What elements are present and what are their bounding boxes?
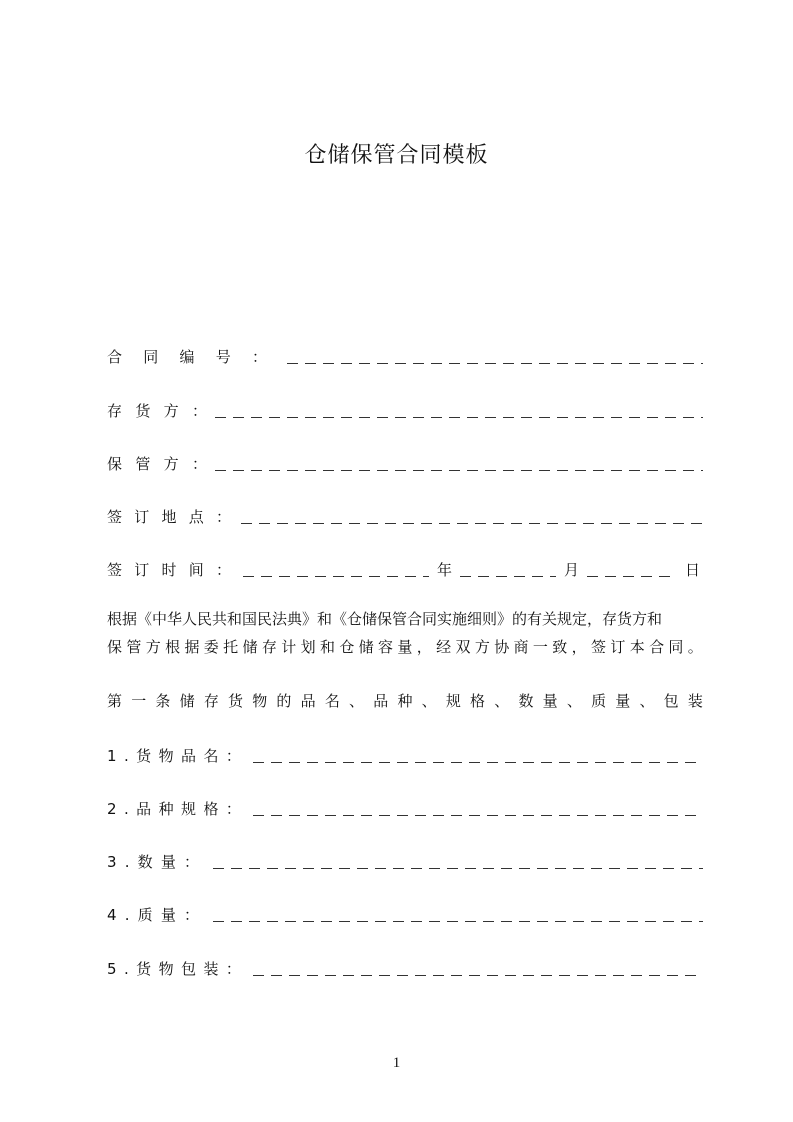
signing-place-row: [107, 502, 703, 528]
item-packaging-row: [107, 954, 703, 980]
article-1-heading: 第 一 条 储 存 货 物 的 品 名 、 品 种 、 规 格 、 数 量 、 质 量 、 包 装: [107, 692, 703, 710]
day-unit: 日: [685, 561, 701, 579]
signing-time-row: [107, 555, 703, 581]
page-number: 1: [392, 1055, 401, 1071]
preamble-line-1: 根据《中华人民共和国民法典》和《仓储保管合同实施细则》的有关规定，存货方和: [107, 610, 663, 628]
item-packaging-field[interactable]: [253, 962, 703, 976]
custodian-field[interactable]: [215, 457, 703, 471]
contract-number-field[interactable]: [287, 350, 703, 364]
signing-year-field[interactable]: [243, 563, 429, 577]
item-variety-spec-row: [107, 794, 703, 820]
item-packaging-label: 5 . 货 物 包 装 ：: [107, 960, 241, 978]
custodian-row: [107, 449, 703, 475]
depositor-row: [107, 396, 703, 422]
contract-number-row: [107, 342, 703, 368]
document-title: 仓储保管合同模板: [304, 143, 489, 168]
item-variety-spec-label: 2 . 品 种 规 格 ：: [107, 800, 241, 818]
depositor-field[interactable]: [215, 404, 703, 418]
signing-month-field[interactable]: [460, 563, 556, 577]
year-unit: 年: [437, 561, 453, 579]
contract-number-label: 合 同 编 号 ：: [107, 348, 267, 366]
item-quality-field[interactable]: [213, 908, 703, 922]
depositor-label: 存 货 方 ：: [107, 402, 207, 420]
month-unit: 月: [564, 561, 580, 579]
item-quantity-row: [107, 847, 703, 873]
item-quantity-field[interactable]: [213, 855, 703, 869]
signing-time-label: 签 订 时 间 ：: [107, 561, 231, 579]
custodian-label: 保 管 方 ：: [107, 455, 207, 473]
item-quantity-label: 3 . 数 量 ：: [107, 853, 199, 871]
item-goods-name-field[interactable]: [253, 749, 703, 763]
item-quality-row: [107, 900, 703, 926]
item-variety-spec-field[interactable]: [253, 802, 703, 816]
item-goods-name-label: 1 . 货 物 品 名 ：: [107, 747, 241, 765]
signing-day-field[interactable]: [587, 563, 677, 577]
signing-place-field[interactable]: [241, 510, 703, 524]
item-goods-name-row: [107, 741, 703, 767]
preamble-line-2: 保 管 方 根 据 委 托 储 存 计 划 和 仓 储 容 量 ， 经 双 方 协 商 一 致 ， 签 订 本 合 同 。: [107, 638, 703, 656]
signing-place-label: 签 订 地 点 ：: [107, 508, 231, 526]
item-quality-label: 4 . 质 量 ：: [107, 906, 199, 924]
